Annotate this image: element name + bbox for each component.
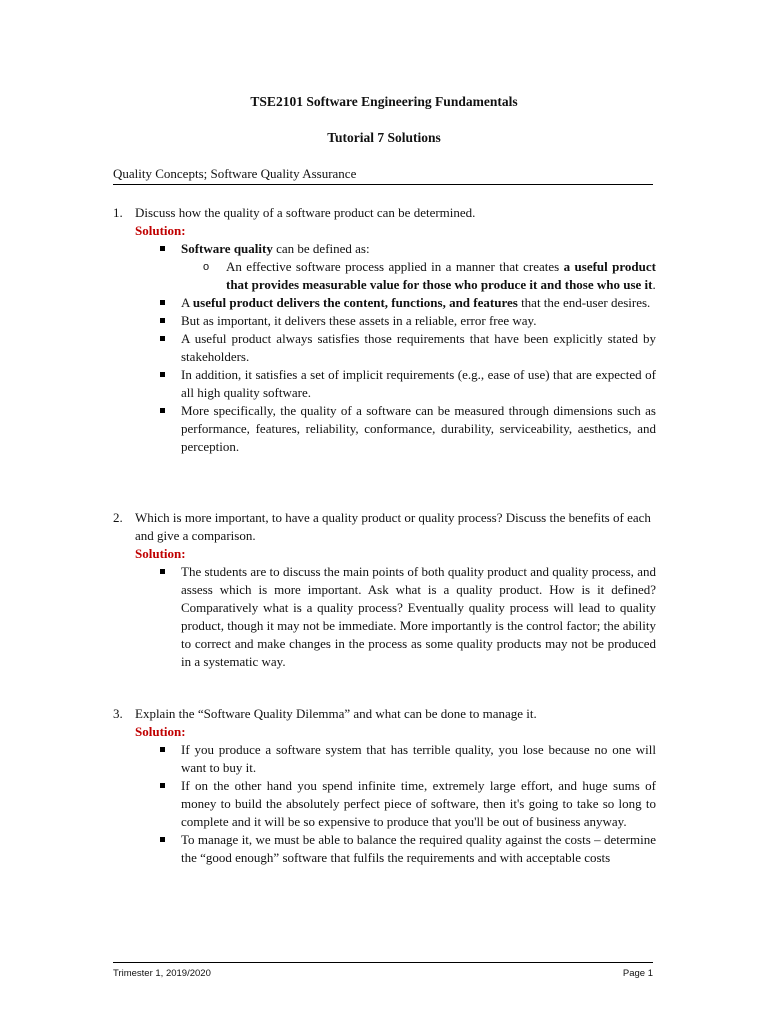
solution-label: Solution: bbox=[135, 724, 186, 739]
solution-label: Solution: bbox=[135, 223, 186, 238]
question-2 bbox=[113, 509, 656, 671]
list-item bbox=[113, 563, 656, 671]
list-item-text: If on the other hand you spend infinite time, extremely large effort, and huge sums of money to build the absolutely perfect piece of software, then it's going to take so long to complete and it will be so expensive to produce that you'll be out of business anyway. bbox=[181, 778, 656, 829]
page-footer bbox=[113, 962, 653, 979]
list-item bbox=[113, 294, 656, 312]
square-bullet-icon bbox=[160, 318, 165, 323]
question-number: 2. bbox=[113, 510, 123, 525]
footer-page-number: Page 1 bbox=[622, 968, 653, 979]
list-item-text: can be defined as: bbox=[272, 241, 370, 256]
list-item bbox=[113, 777, 656, 831]
list-item-text: A useful product always satisfies those requirements that have been explicitly stated by stakeholders. bbox=[181, 331, 656, 364]
list-item-text: More specifically, the quality of a software can be measured through dimensions such as performance, features, reliability, conformance, durability, serviceability, aesthetics, and perception. bbox=[181, 403, 656, 454]
list-item-text: An effective software process applied in a manner that creates bbox=[226, 259, 564, 274]
circle-bullet-icon: o bbox=[203, 261, 210, 273]
question-text: Explain the “Software Quality Dilemma” and what can be done to manage it. bbox=[135, 706, 537, 721]
document-title: TSE2101 Software Engineering Fundamentals bbox=[250, 94, 518, 109]
question-text: Which is more important, to have a quality product or quality process? Discuss the benefits of each and give a comparison. bbox=[135, 510, 651, 543]
square-bullet-icon bbox=[160, 747, 165, 752]
list-item-text: If you produce a software system that has terrible quality, you lose because no one will want to buy it. bbox=[181, 742, 656, 775]
question-text: Discuss how the quality of a software product can be determined. bbox=[135, 205, 476, 220]
list-item bbox=[113, 366, 656, 402]
square-bullet-icon bbox=[160, 246, 165, 251]
list-item bbox=[113, 312, 656, 330]
square-bullet-icon bbox=[160, 300, 165, 305]
footer-trimester: Trimester 1, 2019/2020 bbox=[113, 968, 211, 979]
square-bullet-icon bbox=[160, 569, 165, 574]
list-item bbox=[113, 831, 656, 867]
bold-text: useful product delivers the content, functions, and features bbox=[192, 295, 518, 310]
list-item bbox=[113, 330, 656, 366]
list-item-text: A bbox=[181, 295, 193, 310]
square-bullet-icon bbox=[160, 783, 165, 788]
question-1 bbox=[113, 204, 656, 456]
solution-bullets bbox=[113, 741, 656, 867]
question-3 bbox=[113, 705, 656, 867]
list-item-text: But as important, it delivers these assets in a reliable, error free way. bbox=[181, 313, 537, 328]
square-bullet-icon bbox=[160, 336, 165, 341]
solution-label: Solution: bbox=[135, 546, 186, 561]
topic-heading: Quality Concepts; Software Quality Assurance bbox=[113, 166, 653, 185]
document-subtitle: Tutorial 7 Solutions bbox=[327, 130, 441, 145]
question-number: 1. bbox=[113, 205, 123, 220]
square-bullet-icon bbox=[160, 372, 165, 377]
list-item bbox=[113, 741, 656, 777]
square-bullet-icon bbox=[160, 837, 165, 842]
solution-bullets bbox=[113, 240, 656, 456]
bold-text: Software quality bbox=[181, 241, 273, 256]
bold-text: a useful product that provides measurable value for those who produce it and those who use it bbox=[226, 259, 656, 292]
list-item-text: . bbox=[652, 277, 656, 292]
list-item bbox=[113, 402, 656, 456]
list-item-text: that the end-user desires. bbox=[517, 295, 651, 310]
question-number: 3. bbox=[113, 706, 123, 721]
list-item-text: To manage it, we must be able to balance the required quality against the costs – determine the “good enough” software that fulfils the requirements and with acceptable costs bbox=[181, 832, 656, 865]
list-item-text: The students are to discuss the main points of both quality product and quality process, and assess which is more important. Ask what is a quality product. How is it defined? Comparatively what is a quality process? Eventually quality process will lead to quality product, though it may not be immediate. More importantly is the control factor; the ability to correct and make changes in the process as some quality products may not be produced in a systematic way. bbox=[181, 564, 656, 669]
sub-list-item bbox=[113, 258, 656, 294]
list-item-text: In addition, it satisfies a set of implicit requirements (e.g., ease of use) that are expected of all high quality software. bbox=[181, 367, 656, 400]
list-item bbox=[113, 240, 656, 258]
solution-bullets bbox=[113, 563, 656, 671]
square-bullet-icon bbox=[160, 408, 165, 413]
